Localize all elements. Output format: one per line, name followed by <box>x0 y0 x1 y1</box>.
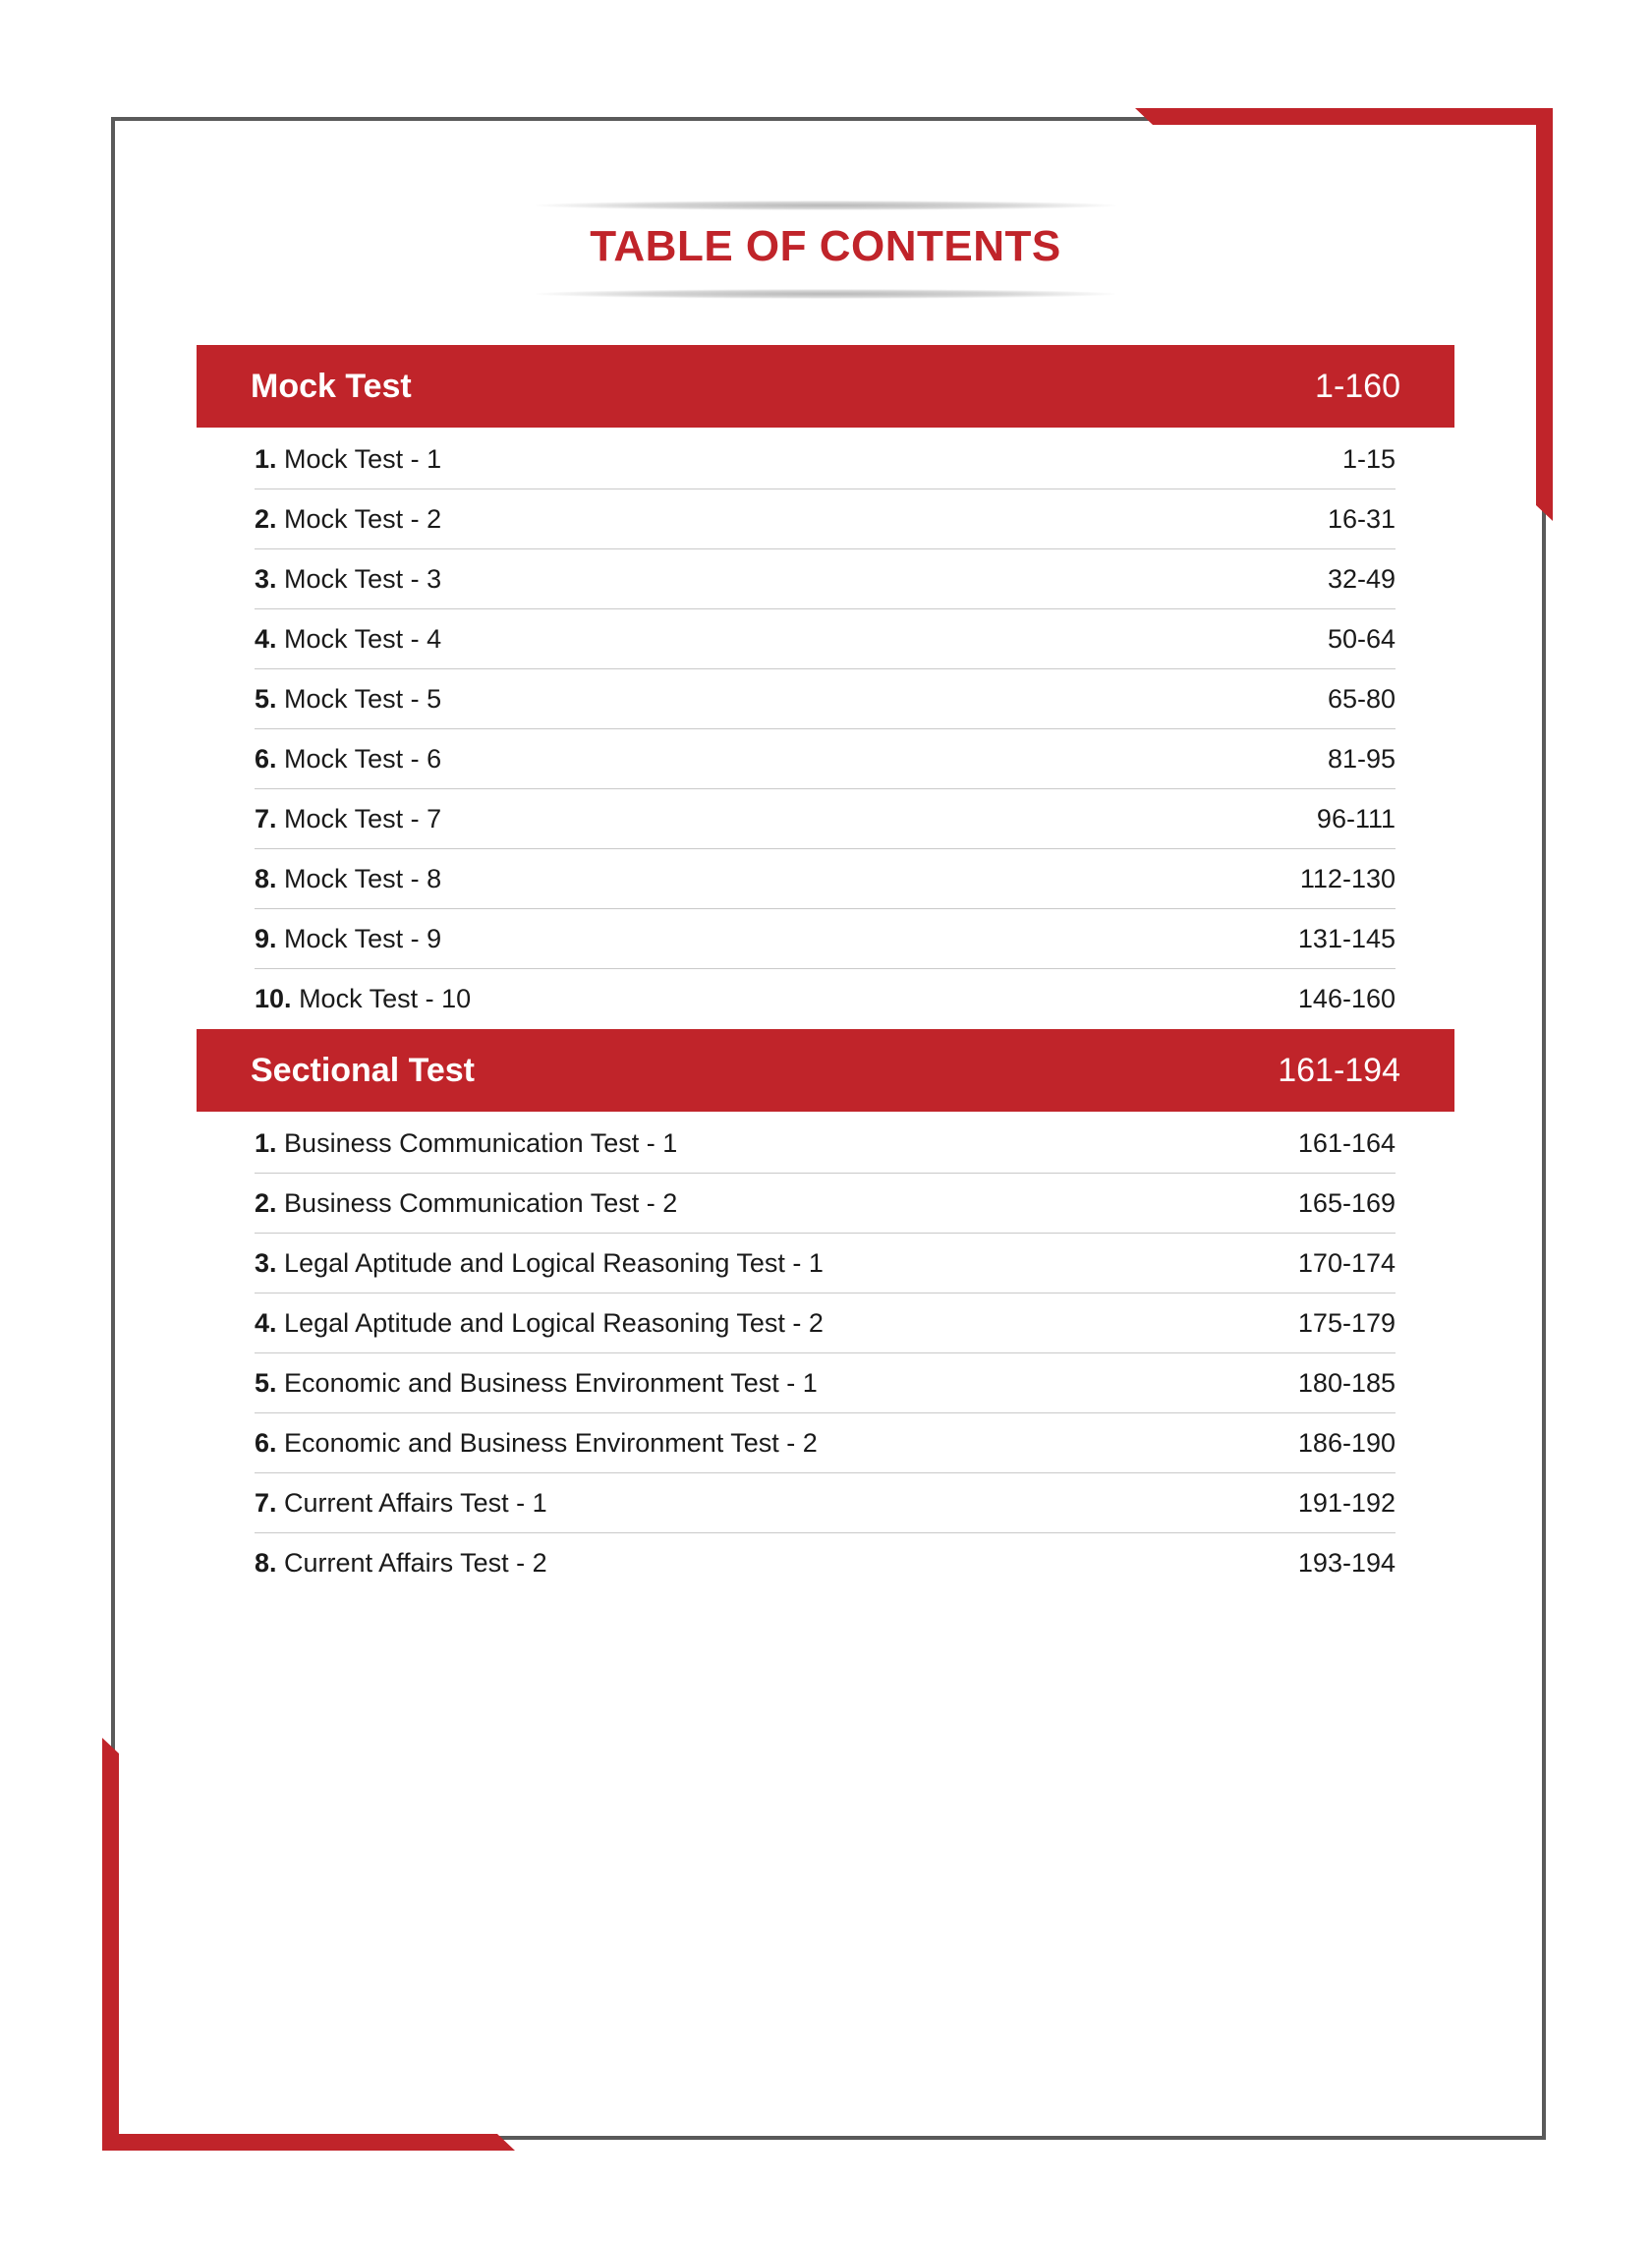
toc-entry[interactable] <box>255 1473 1396 1533</box>
entry-title: Current Affairs Test - 1 <box>284 1487 547 1518</box>
entry-title: Mock Test - 2 <box>284 503 442 534</box>
entry-page-range: 186-190 <box>1297 1427 1396 1458</box>
toc-entry[interactable] <box>255 1114 1396 1174</box>
corner-accent-bottom <box>102 2134 515 2151</box>
entry-page-range: 175-179 <box>1297 1307 1396 1338</box>
entry-label <box>255 804 441 834</box>
entry-label <box>255 1428 818 1459</box>
entry-title: Mock Test - 4 <box>284 623 442 654</box>
entry-label <box>255 1488 547 1519</box>
entry-page-range: 180-185 <box>1297 1367 1396 1398</box>
entry-page-range: 193-194 <box>1297 1548 1396 1578</box>
entry-label <box>255 1128 677 1159</box>
section-page-range: 161-194 <box>1278 1051 1400 1089</box>
entry-number: 10. <box>255 984 292 1013</box>
entry-number: 1. <box>255 1127 277 1158</box>
entry-page-range: 50-64 <box>1327 623 1396 654</box>
toc-entry[interactable] <box>255 549 1396 609</box>
entry-page-range: 191-192 <box>1297 1487 1396 1518</box>
corner-accent-top <box>1135 108 1553 125</box>
entry-page-range: 165-169 <box>1297 1187 1396 1218</box>
entry-label <box>255 1368 818 1399</box>
entry-page-range: 16-31 <box>1327 503 1396 534</box>
entry-title: Mock Test - 3 <box>284 563 442 594</box>
entry-title: Economic and Business Environment Test - 1 <box>284 1367 818 1398</box>
entry-number: 2. <box>255 503 277 534</box>
page-heading <box>536 201 1115 303</box>
toc-entry[interactable] <box>255 969 1396 1029</box>
sectional-test-entries <box>255 1114 1396 1593</box>
entry-page-range: 161-164 <box>1297 1127 1396 1158</box>
corner-accent-right <box>1536 108 1553 521</box>
entry-page-range: 112-130 <box>1299 863 1396 893</box>
entry-label <box>255 1308 824 1339</box>
section-title: Mock Test <box>251 367 412 405</box>
section-title: Sectional Test <box>251 1051 475 1089</box>
entry-title: Business Communication Test - 1 <box>284 1127 678 1158</box>
entry-label <box>255 684 441 715</box>
entry-number: 6. <box>255 743 277 774</box>
entry-title: Current Affairs Test - 2 <box>284 1548 547 1578</box>
entry-page-range: 65-80 <box>1327 683 1396 714</box>
entry-label <box>255 1548 547 1579</box>
entry-title: Legal Aptitude and Logical Reasoning Test - 1 <box>284 1247 824 1278</box>
page-title: TABLE OF CONTENTS <box>590 222 1061 270</box>
entry-page-range: 146-160 <box>1297 984 1396 1013</box>
entry-label <box>255 624 441 655</box>
entry-title: Legal Aptitude and Logical Reasoning Test - 2 <box>284 1307 824 1338</box>
toc-entry[interactable] <box>255 1353 1396 1413</box>
toc-entry[interactable] <box>255 729 1396 789</box>
heading-divider-bottom <box>536 289 1115 299</box>
entry-title: Mock Test - 9 <box>284 923 442 953</box>
entry-title: Mock Test - 8 <box>284 863 442 893</box>
toc-entry[interactable] <box>255 430 1396 489</box>
toc-entry[interactable] <box>255 1234 1396 1293</box>
toc-entry[interactable] <box>255 1174 1396 1234</box>
section-header-sectional-test <box>197 1029 1454 1112</box>
entry-title: Business Communication Test - 2 <box>284 1187 678 1218</box>
mock-test-entries <box>255 430 1396 1029</box>
entry-title: Mock Test - 1 <box>284 443 442 474</box>
entry-label <box>255 984 471 1014</box>
entry-title: Mock Test - 7 <box>284 803 442 834</box>
entry-page-range: 81-95 <box>1327 743 1396 774</box>
entry-number: 6. <box>255 1427 277 1458</box>
entry-label <box>255 744 441 775</box>
entry-title: Economic and Business Environment Test - 2 <box>284 1427 818 1458</box>
entry-title: Mock Test - 5 <box>284 683 442 714</box>
entry-label <box>255 1248 824 1279</box>
corner-accent-left <box>102 1738 119 2151</box>
entry-label <box>255 864 441 894</box>
entry-label <box>255 444 441 475</box>
entry-number: 8. <box>255 863 277 893</box>
toc-entry[interactable] <box>255 489 1396 549</box>
toc-entry[interactable] <box>255 609 1396 669</box>
section-page-range: 1-160 <box>1315 367 1400 405</box>
entry-page-range: 32-49 <box>1327 563 1396 594</box>
heading-divider-top <box>536 201 1115 210</box>
entry-number: 5. <box>255 1367 277 1398</box>
toc-entry[interactable] <box>255 909 1396 969</box>
entry-number: 7. <box>255 803 277 834</box>
entry-number: 2. <box>255 1187 277 1218</box>
entry-number: 8. <box>255 1548 277 1578</box>
entry-number: 3. <box>255 1247 277 1278</box>
entry-title: Mock Test - 10 <box>299 984 472 1013</box>
toc-entry[interactable] <box>255 1413 1396 1473</box>
section-header-mock-test <box>197 345 1454 428</box>
entry-number: 7. <box>255 1487 277 1518</box>
entry-label <box>255 1188 677 1219</box>
entry-page-range: 131-145 <box>1297 923 1396 953</box>
entry-number: 1. <box>255 443 277 474</box>
entry-label <box>255 564 441 595</box>
toc-entry[interactable] <box>255 1533 1396 1593</box>
entry-label <box>255 924 441 954</box>
entry-number: 5. <box>255 683 277 714</box>
entry-number: 3. <box>255 563 277 594</box>
toc-entry[interactable] <box>255 789 1396 849</box>
entry-title: Mock Test - 6 <box>284 743 442 774</box>
entry-page-range: 96-111 <box>1316 803 1396 834</box>
entry-number: 4. <box>255 623 277 654</box>
entry-page-range: 1-15 <box>1341 443 1396 474</box>
entry-number: 9. <box>255 923 277 953</box>
toc-entry[interactable] <box>255 849 1396 909</box>
toc-entry[interactable] <box>255 1293 1396 1353</box>
entry-page-range: 170-174 <box>1297 1247 1396 1278</box>
toc-entry[interactable] <box>255 669 1396 729</box>
entry-number: 4. <box>255 1307 277 1338</box>
entry-label <box>255 504 441 535</box>
